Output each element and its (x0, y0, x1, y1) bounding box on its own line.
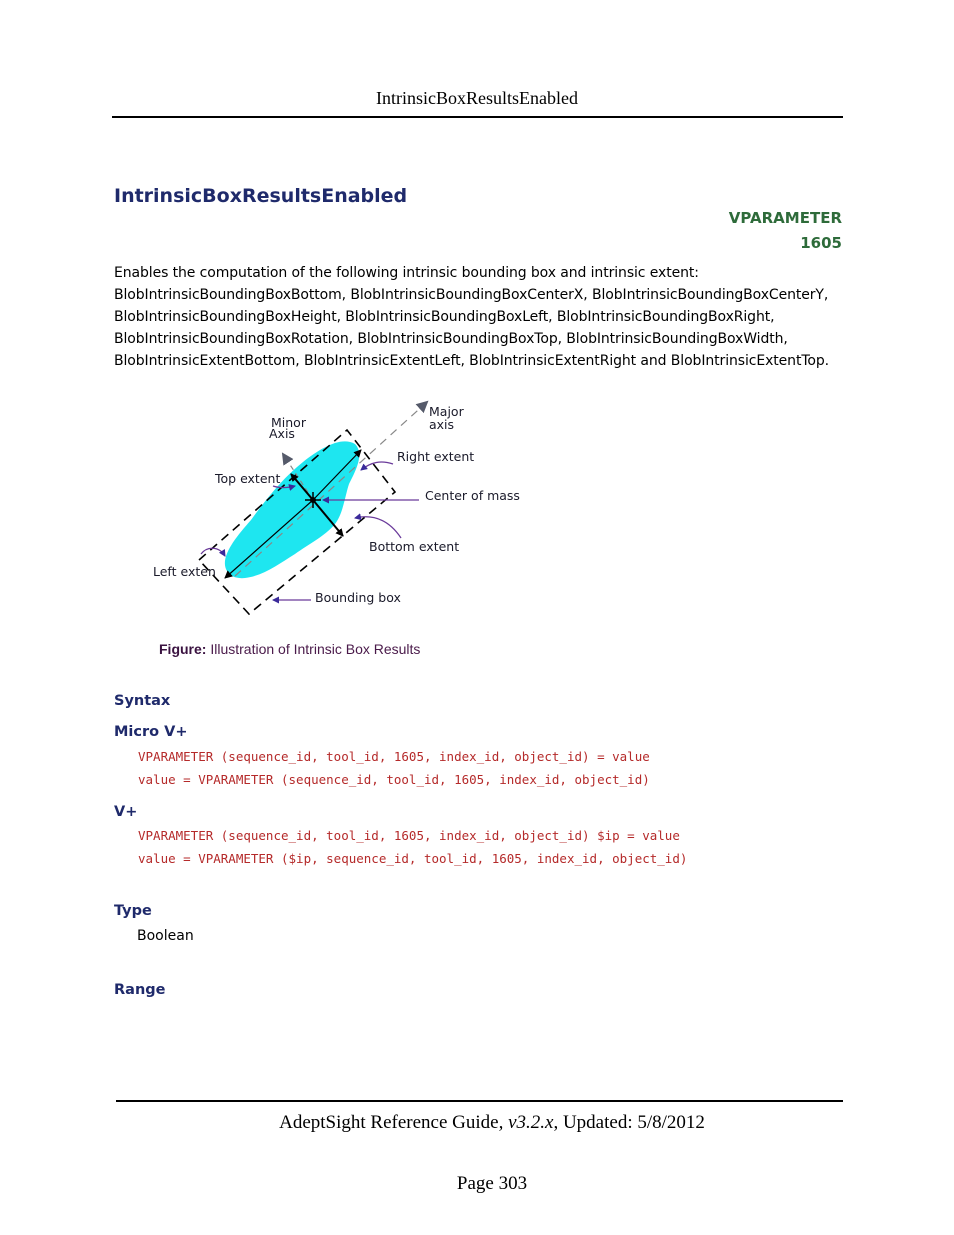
guide-name: AdeptSight Reference Guide (279, 1112, 499, 1133)
blob-shape (225, 441, 359, 578)
right-extent-label: Right extent (397, 449, 475, 464)
description-line: BlobIntrinsicExtentBottom, BlobIntrinsicExtentLeft, BlobIntrinsicExtentRight and BlobIntrinsicExtentTop. (114, 353, 830, 369)
caption-text: Illustration of Intrinsic Box Results (210, 641, 421, 657)
caption-prefix: Figure: (159, 641, 207, 657)
major-axis-label: axis (429, 417, 455, 432)
type-value: Boolean (137, 928, 194, 944)
page-number: Page 303 (456, 1173, 528, 1194)
header-rule (112, 116, 843, 118)
guide-version: , v3.2.x (498, 1112, 554, 1133)
minor-axis-label: Axis (269, 426, 295, 441)
category-tag: VPARAMETER (728, 209, 842, 227)
syntax-heading: Syntax (114, 693, 171, 709)
type-heading: Type (114, 903, 152, 919)
description-line: BlobIntrinsicBoundingBoxBottom, BlobIntrinsicBoundingBoxCenterX, BlobIntrinsicBoundingBoxCenterY, (114, 287, 829, 303)
vplus-heading: V+ (114, 804, 138, 820)
description-line: Enables the computation of the following intrinsic bounding box and intrinsic extent: (114, 265, 699, 281)
code-line: value = VPARAMETER ($ip, sequence_id, tool_id, 1605, index_id, object_id) (138, 851, 688, 866)
center-of-mass-label: Center of mass (425, 488, 520, 503)
bounding-box-label: Bounding box (315, 590, 401, 605)
description-line: BlobIntrinsicBoundingBoxHeight, BlobIntrinsicBoundingBoxLeft, BlobIntrinsicBoundingBoxRight, (114, 309, 775, 325)
code-line: value = VPARAMETER (sequence_id, tool_id, 1605, index_id, object_id) (138, 772, 650, 787)
major-axis-label: Major (429, 404, 464, 419)
figure-caption (159, 641, 420, 657)
micro-vplus-heading: Micro V+ (114, 724, 188, 740)
description-line: BlobIntrinsicBoundingBoxRotation, BlobIntrinsicBoundingBoxTop, BlobIntrinsicBoundingBoxWidth, (114, 331, 788, 347)
running-header: IntrinsicBoxResultsEnabled (376, 88, 578, 108)
code-line: VPARAMETER (sequence_id, tool_id, 1605, index_id, object_id) $ip = value (138, 828, 680, 843)
page-title: IntrinsicBoxResultsEnabled (114, 185, 408, 207)
bottom-extent-label: Bottom extent (369, 539, 460, 554)
range-heading: Range (114, 982, 166, 998)
footer-guide (0, 1112, 954, 1134)
left-extent-label: Left exten (153, 564, 216, 579)
intrinsic-box-figure (145, 388, 535, 623)
guide-updated: , Updated: 5/8/2012 (553, 1112, 705, 1133)
minor-axis-label: Minor (271, 415, 306, 430)
top-extent-label: Top extent (215, 471, 281, 486)
description (114, 262, 854, 372)
footer-rule (116, 1100, 843, 1102)
parameter-number: 1605 (800, 234, 842, 252)
code-line: VPARAMETER (sequence_id, tool_id, 1605, index_id, object_id) = value (138, 749, 650, 764)
